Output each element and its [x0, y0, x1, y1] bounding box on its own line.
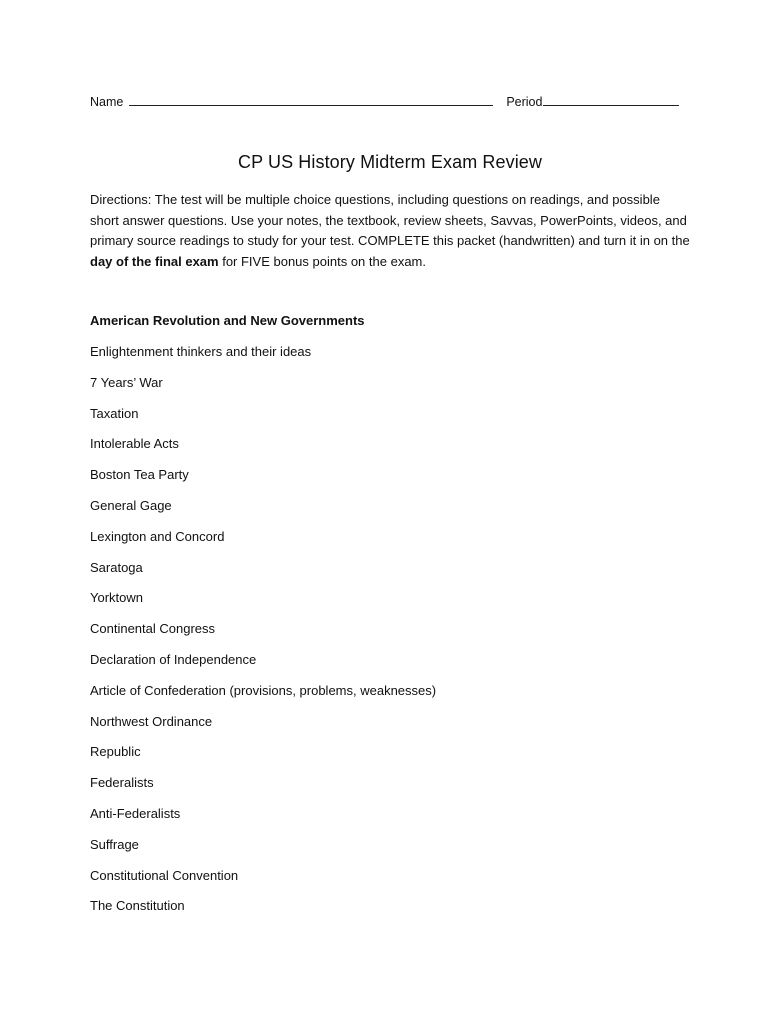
period-blank-line [543, 93, 679, 106]
name-label: Name [90, 95, 124, 109]
section-heading: American Revolution and New Governments [90, 313, 365, 328]
topic-item: Taxation [90, 405, 139, 421]
topic-list [90, 343, 436, 928]
period-label: Period [506, 95, 543, 109]
page-title [0, 152, 768, 173]
topic-item: Intolerable Acts [90, 436, 179, 452]
page-title-text: CP US History Midterm Exam Review [237, 152, 543, 172]
topic-item: Declaration of Independence [90, 651, 257, 667]
topic-item: Saratoga [90, 559, 143, 575]
topic-item: 7 Years’ War [90, 374, 163, 390]
topic-item: Suffrage [90, 836, 139, 852]
name-blank-line [129, 93, 493, 106]
topic-item: Continental Congress [90, 621, 216, 637]
topic-item: Anti-Federalists [90, 805, 181, 821]
topic-item: Northwest Ordinance [90, 713, 213, 729]
directions-bold-text: day of the final exam [90, 253, 219, 269]
directions-text-start: Directions: The test will be multiple choice questions, including questions on readings, and possible short answer questions. Use your notes, the textbook, review sheets, Savvas, PowerPoints, videos, and primary source readings to study for your test. COMPLETE this packet (handwritten) and turn it in on the [90, 192, 690, 248]
directions-text-end: for FIVE bonus points on the exam. [218, 253, 426, 269]
directions-paragraph [90, 190, 690, 272]
topic-item: Yorktown [90, 590, 143, 606]
topic-item: Enlightenment thinkers and their ideas [90, 344, 312, 359]
topic-item: Lexington and Concord [90, 528, 225, 544]
topic-item: Article of Confederation (provisions, problems, weaknesses) [90, 682, 437, 698]
topic-item: Boston Tea Party [90, 467, 189, 483]
topic-item: Republic [90, 744, 141, 760]
topic-item: The Constitution [90, 898, 185, 914]
student-info-line [90, 93, 690, 109]
topic-item: Federalists [90, 775, 154, 791]
topic-item: Constitutional Convention [90, 867, 239, 883]
topic-item: General Gage [90, 497, 172, 513]
